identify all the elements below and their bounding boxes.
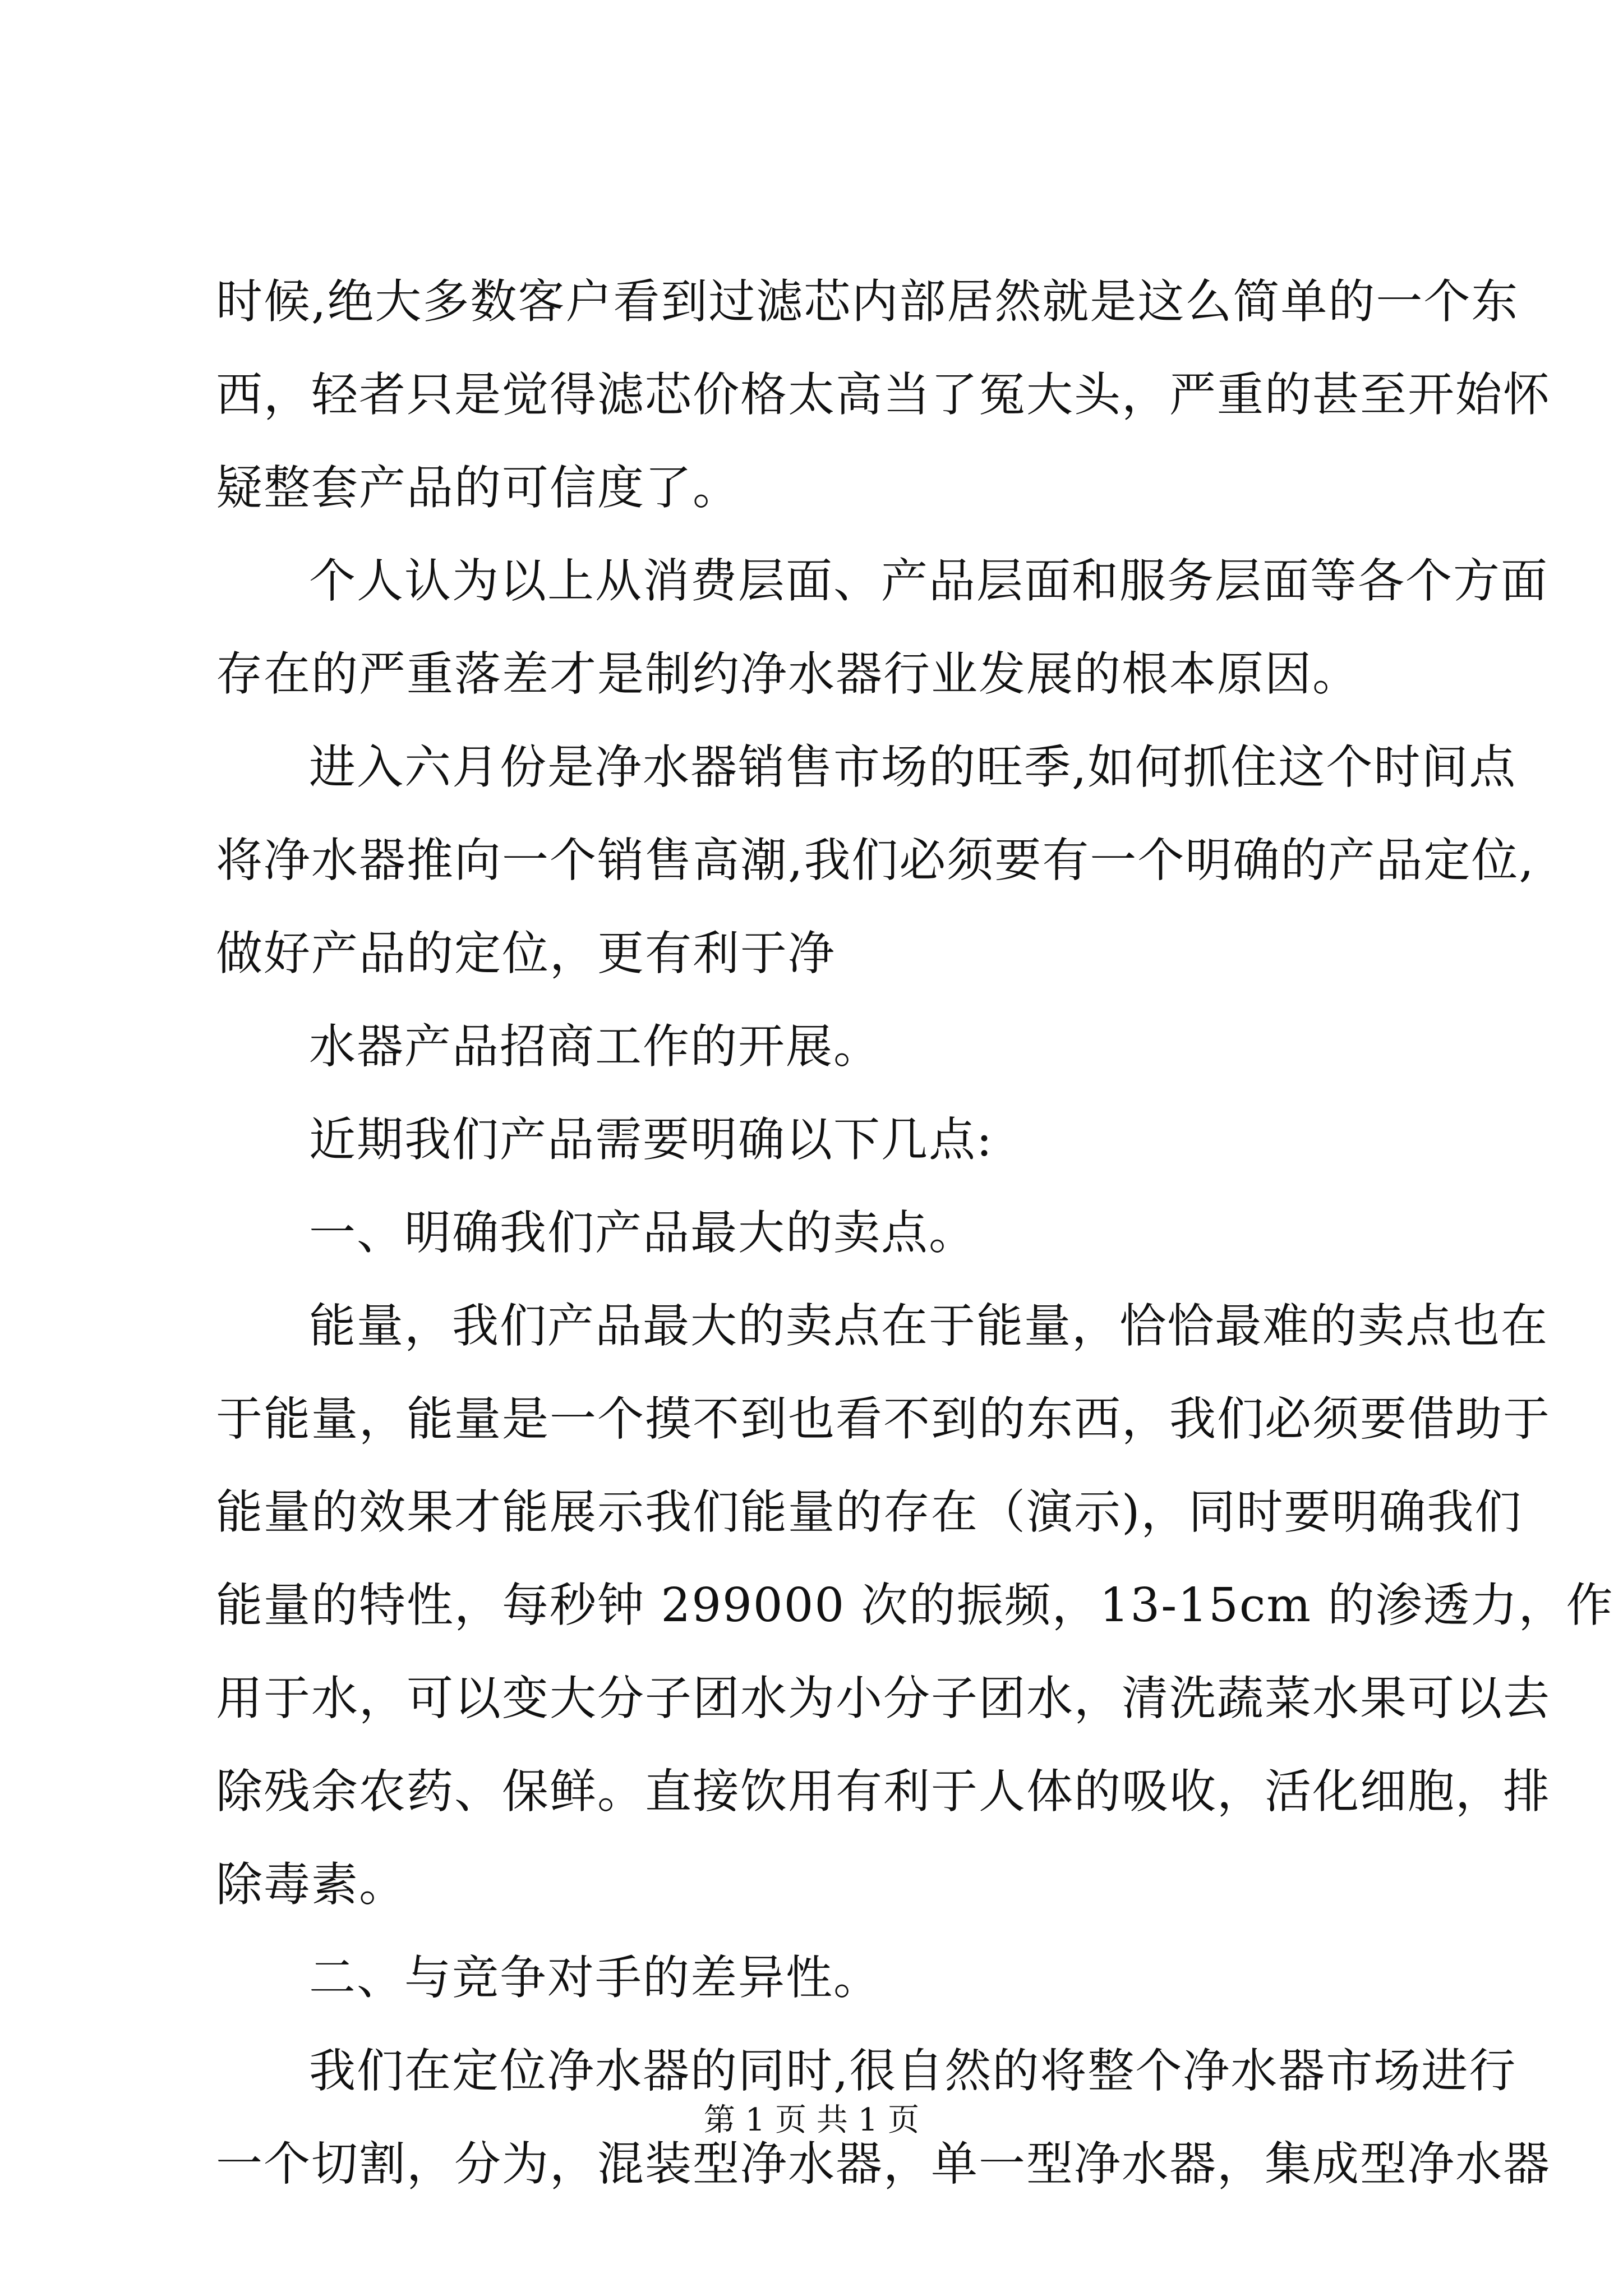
body-line: 我们在定位净水器的同时,很自然的将整个净水器市场进行 — [309, 2044, 1517, 2098]
body-line: 除毒素。 — [216, 1857, 407, 1912]
body-line: 能量的效果才能展示我们能量的存在（演示)，同时要明确我们 — [216, 1485, 1523, 1539]
body-line: 一个切割，分为，混装型净水器，单一型净水器，集成型净水器 — [216, 2137, 1551, 2191]
body-line: 西，轻者只是觉得滤芯价格太高当了冤大头，严重的甚至开始怀 — [216, 367, 1551, 422]
body-line: 用于水，可以变大分子团水为小分子团水，清洗蔬菜水果可以去 — [216, 1671, 1551, 1726]
body-line: 水器产品招商工作的开展。 — [309, 1019, 881, 1074]
section-heading: 二、与竞争对手的差异性。 — [309, 1950, 881, 2005]
body-line: 将净水器推向一个销售高潮,我们必须要有一个明确的产品定位, — [216, 833, 1535, 887]
body-line: 于能量，能量是一个摸不到也看不到的东西，我们必须要借助于 — [216, 1392, 1551, 1446]
body-line: 能量的特性，每秒钟 299000 次的振频，13-15cm 的渗透力，作 — [216, 1578, 1614, 1632]
section-heading: 一、明确我们产品最大的卖点。 — [309, 1205, 976, 1260]
body-line: 近期我们产品需要明确以下几点: — [309, 1112, 993, 1167]
document-body — [216, 255, 1614, 2211]
body-line: 疑整套产品的可信度了。 — [216, 461, 740, 515]
body-line: 时候,绝大多数客户看到过滤芯内部居然就是这么简单的一个东 — [216, 274, 1519, 329]
body-line: 个人认为以上从消费层面、产品层面和服务层面等各个方面 — [309, 554, 1548, 608]
body-line: 进入六月份是净水器销售市场的旺季,如何抓住这个时间点 — [309, 740, 1517, 794]
body-line: 做好产品的定位，更有利于净 — [216, 926, 836, 981]
body-line: 除残余农药、保鲜。直接饮用有利于人体的吸收，活化细胞，排 — [216, 1764, 1551, 1819]
page-footer: 第 1 页 共 1 页 — [703, 2102, 920, 2138]
body-line: 存在的严重落差才是制约净水器行业发展的根本原因。 — [216, 647, 1360, 701]
body-line: 能量，我们产品最大的卖点在于能量，恰恰最难的卖点也在 — [309, 1299, 1548, 1353]
